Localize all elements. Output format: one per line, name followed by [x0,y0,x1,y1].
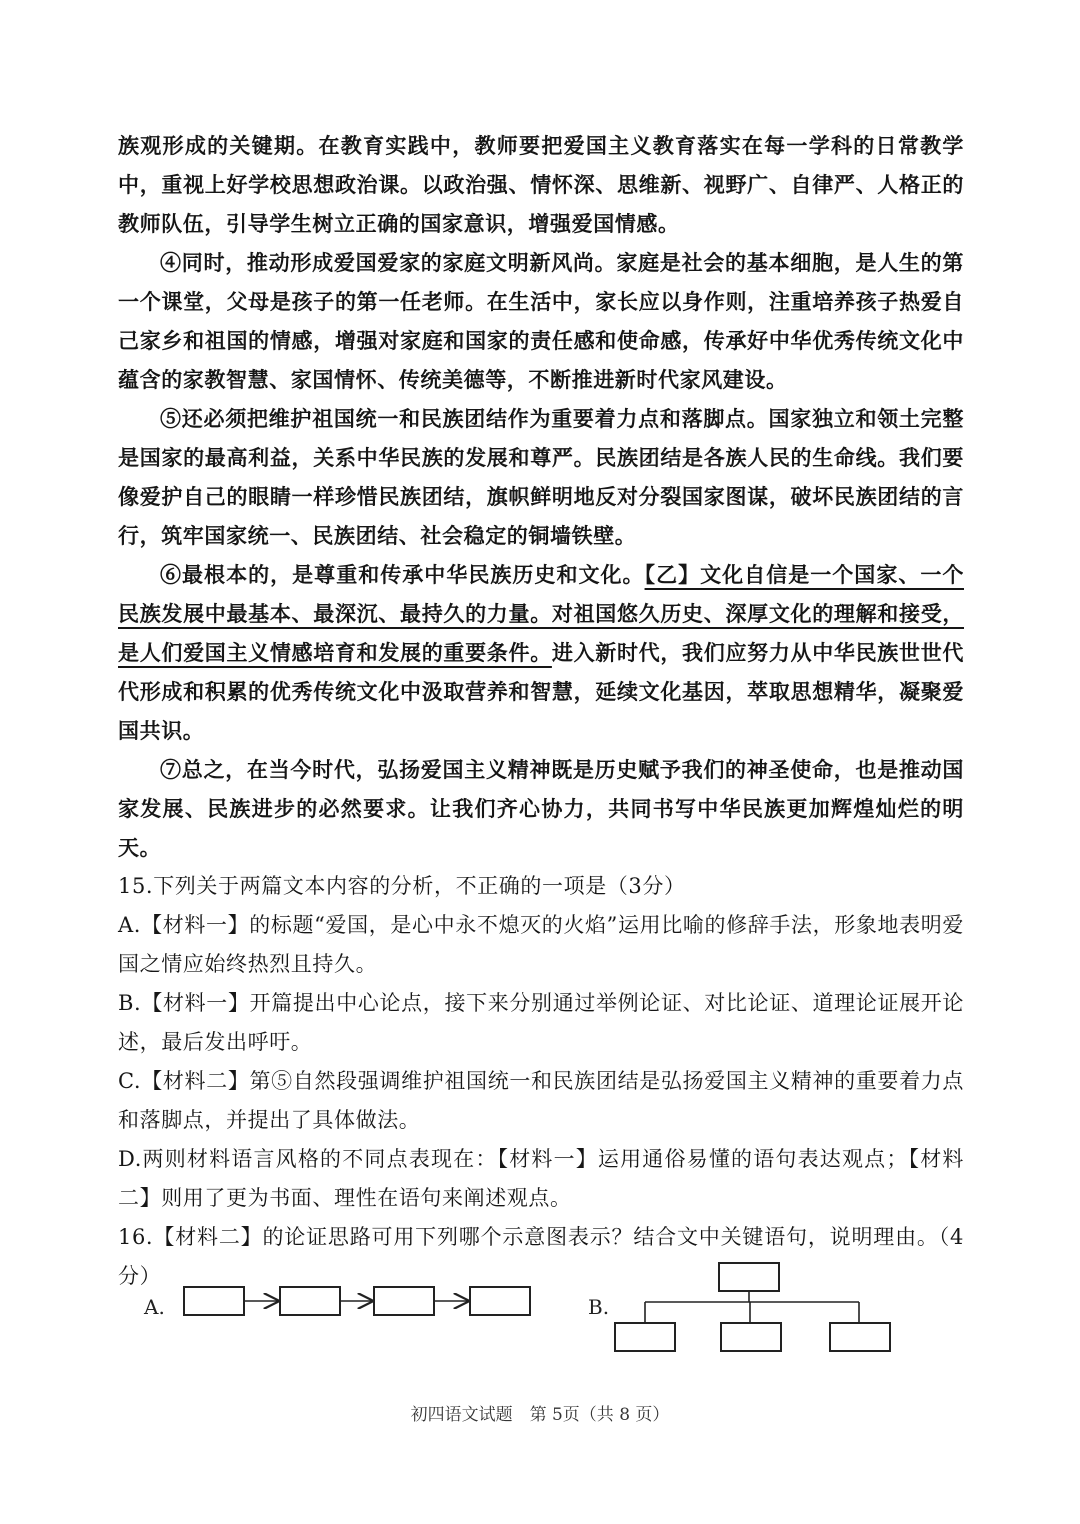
diagram-b-label: B. [588,1295,610,1319]
question-16-stem: 16.【材料二】的论证思路可用下列哪个示意图表示？结合文中关键语句，说明理由。（4分） [118,1225,964,1288]
question-15-option-a: A.【材料一】的标题“爱国，是心中永不熄灭的火焰”运用比喻的修辞手法，形象地表明爱国之情应始终热烈且持久。 [118,913,964,976]
question-15-option-b: B.【材料一】开篇提出中心论点，接下来分别通过举例论证、对比论证、道理论证展开论述，最后发出呼吁。 [118,991,964,1054]
paragraph-5: ⑤还必须把维护祖国统一和民族团结作为重要着力点和落脚点。国家独立和领土完整是国家的最高利益，关系中华民族的发展和尊严。民族团结是各族人民的生命线。我们要像爱护自己的眼睛一样珍惜民族团结，旗帜鲜明地反对分裂国家图谋，破坏民族团结的言行，筑牢国家统一、民族团结、社会稳定的铜墙铁壁。 [118,406,964,548]
diagram-b-box-2 [721,1323,781,1351]
paragraph-6-rest: 进入新时代，我们应努力从中华民族世世代代形成和积累的优秀传统文化中汲取营养和智慧，延续文化基因，萃取思想精华，凝聚爱国共识。 [118,640,964,743]
diagram-a-box-2 [280,1287,340,1315]
paragraph-4: ④同时，推动形成爱国爱家的家庭文明新风尚。家庭是社会的基本细胞，是人生的第一个课堂，父母是孩子的第一任老师。在生活中，家长应以身作则，注重培养孩子热爱自己家乡和祖国的情感，增强对家庭和国家的责任感和使命感，传承好中华优秀传统文化中蕴含的家教智慧、家国情怀、传统美德等，不断推进新时代家风建设。 [118,250,964,392]
diagram-a-box-4 [470,1287,530,1315]
diagram-b-box-3 [830,1323,890,1351]
diagram-b [588,1263,890,1351]
question-15-option-d: D.两则材料语言风格的不同点表现在：【材料一】运用通俗易懂的语句表达观点；【材料二】则用了更为书面、理性在语句来阐述观点。 [118,1147,964,1210]
diagram-options [0,1255,1080,1365]
paragraph-6 [118,555,964,750]
question-15-stem: 15.下列关于两篇文本内容的分析，不正确的一项是（3分） [118,874,686,898]
diagram-a-box-3 [374,1287,434,1315]
paragraph-7: ⑦总之，在当今时代，弘扬爱国主义精神既是历史赋予我们的神圣使命，也是推动国家发展、民族进步的必然要求。让我们齐心协力，共同书写中华民族更加辉煌灿烂的明天。 [118,757,964,860]
paragraph-6-lead: ⑥最根本的，是尊重和传承中华民族历史和文化。 [160,562,645,587]
diagram-b-box-1 [615,1323,675,1351]
diagram-b-top-box [719,1263,779,1291]
question-15-option-c: C.【材料二】第⑤自然段强调维护祖国统一和民族团结是弘扬爱国主义精神的重要着力点和落脚点，并提出了具体做法。 [118,1069,964,1132]
diagram-a [143,1287,530,1319]
diagram-a-label: A. [144,1295,165,1319]
paragraph-1: 族观形成的关键期。在教育实践中，教师要把爱国主义教育落实在每一学科的日常教学中，重视上好学校思想政治课。以政治强、情怀深、思维新、视野广、自律严、人格正的教师队伍，引导学生树立正确的国家意识，增强爱国情感。 [118,133,964,236]
passage-text [118,126,964,1296]
underlined-passage-yi: 【乙】文化自信是一个国家、一个民族发展中最基本、最深沉、最持久的力量。对祖国悠久历史、深厚文化的理解和接受，是人们爱国主义情感培育和发展的重要条件。 [118,562,964,665]
diagram-a-box-1 [184,1287,244,1315]
page-footer: 初四语文试题 第 5页（共 8 页） [410,1405,670,1425]
